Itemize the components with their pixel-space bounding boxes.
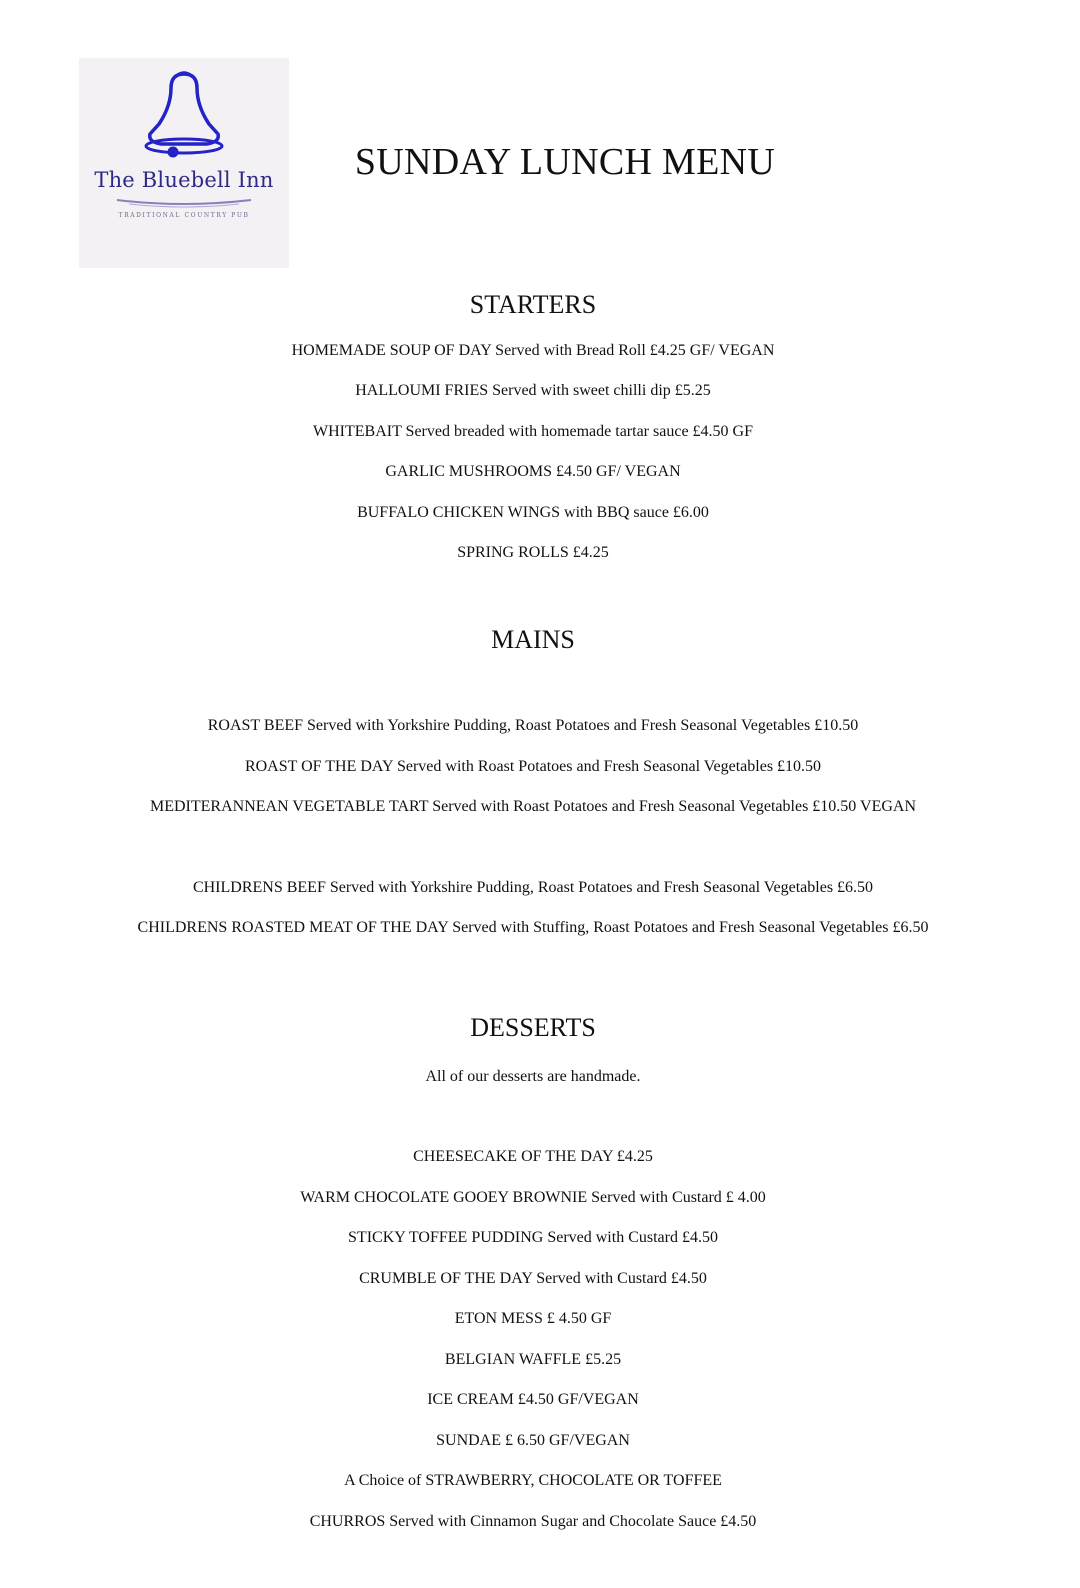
logo-name: The Bluebell Inn xyxy=(94,168,274,192)
desserts-heading: DESSERTS xyxy=(470,1013,596,1042)
starter-item-wings: BUFFALO CHICKEN WINGS with BBQ sauce £6.00 xyxy=(357,504,709,521)
main-item-childrens-beef: CHILDRENS BEEF Served with Yorkshire Pudding, Roast Potatoes and Fresh Seasonal Vegetables £6.50 xyxy=(192,879,874,896)
mains-heading: MAINS xyxy=(491,625,575,654)
starters-heading: STARTERS xyxy=(469,290,597,319)
starter-item-spring-rolls: SPRING ROLLS £4.25 xyxy=(457,544,609,561)
main-item-roast-of-day: ROAST OF THE DAY Served with Roast Potatoes and Fresh Seasonal Vegetables £10.50 xyxy=(244,758,822,775)
starter-item-soup: HOMEMADE SOUP OF DAY Served with Bread Roll £4.25 GF/ VEGAN xyxy=(291,342,775,359)
dessert-item-waffle: BELGIAN WAFFLE £5.25 xyxy=(444,1351,622,1368)
dessert-item-churros: CHURROS Served with Cinnamon Sugar and Chocolate Sauce £4.50 xyxy=(309,1513,757,1530)
starter-item-whitebait: WHITEBAIT Served breaded with homemade tartar sauce £4.50 GF xyxy=(312,423,753,440)
dessert-item-ice-cream: ICE CREAM £4.50 GF/VEGAN xyxy=(427,1391,639,1408)
bell-icon xyxy=(79,58,289,268)
dessert-item-brownie: WARM CHOCOLATE GOOEY BROWNIE Served with Custard £ 4.00 xyxy=(300,1189,766,1206)
main-item-roast-beef: ROAST BEEF Served with Yorkshire Pudding, Roast Potatoes and Fresh Seasonal Vegetables £10.50 xyxy=(207,717,859,734)
desserts-note: All of our desserts are handmade. xyxy=(425,1068,641,1085)
logo-tagline: TRADITIONAL COUNTRY PUB xyxy=(118,212,250,219)
dessert-item-cheesecake: CHEESECAKE OF THE DAY £4.25 xyxy=(413,1148,653,1165)
dessert-item-sundae: SUNDAE £ 6.50 GF/VEGAN xyxy=(436,1432,630,1449)
dessert-item-sundae-choice: A Choice of STRAWBERRY, CHOCOLATE OR TOFFEE xyxy=(344,1472,722,1489)
page-title: SUNDAY LUNCH MENU xyxy=(354,141,776,183)
starter-item-halloumi: HALLOUMI FRIES Served with sweet chilli dip £5.25 xyxy=(355,382,711,399)
main-item-vegetable-tart: MEDITERANNEAN VEGETABLE TART Served with Roast Potatoes and Fresh Seasonal Vegetables £10.50 VEGAN xyxy=(149,798,917,815)
dessert-item-crumble: CRUMBLE OF THE DAY Served with Custard £4.50 xyxy=(359,1270,707,1287)
main-item-childrens-roast: CHILDRENS ROASTED MEAT OF THE DAY Served with Stuffing, Roast Potatoes and Fresh Seasonal Vegetables £6.50 xyxy=(137,919,929,936)
starter-item-mushrooms: GARLIC MUSHROOMS £4.50 GF/ VEGAN xyxy=(385,463,681,480)
dessert-item-sticky-toffee: STICKY TOFFEE PUDDING Served with Custard £4.50 xyxy=(348,1229,718,1246)
logo xyxy=(79,58,289,268)
dessert-item-eton-mess: ETON MESS £ 4.50 GF xyxy=(454,1310,612,1327)
